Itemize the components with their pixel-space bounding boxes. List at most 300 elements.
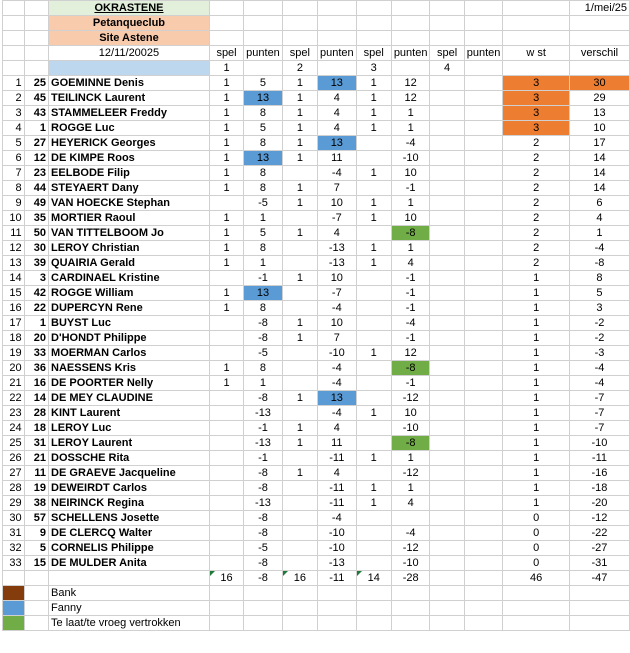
rank-cell[interactable]: 33 (3, 556, 25, 571)
game4-spel-cell[interactable] (430, 136, 464, 151)
game3-punten-cell[interactable]: -8 (391, 436, 430, 451)
verschil-cell[interactable]: 5 (569, 286, 629, 301)
game3-spel-cell[interactable] (356, 361, 391, 376)
rank-cell[interactable]: 6 (3, 151, 25, 166)
game3-spel-cell[interactable]: 1 (356, 211, 391, 226)
game4-spel-cell[interactable] (430, 316, 464, 331)
player-number-cell[interactable]: 43 (24, 106, 48, 121)
game2-spel-cell[interactable]: 1 (282, 391, 317, 406)
game2-punten-cell[interactable]: -10 (317, 526, 356, 541)
game4-spel-cell[interactable] (430, 541, 464, 556)
verschil-cell[interactable]: -22 (569, 526, 629, 541)
cell[interactable] (244, 16, 283, 31)
game4-punten-cell[interactable] (464, 331, 503, 346)
player-number-cell[interactable]: 1 (24, 316, 48, 331)
game3-punten-cell[interactable]: -1 (391, 286, 430, 301)
rank-cell[interactable]: 24 (3, 421, 25, 436)
game4-spel-cell[interactable] (430, 196, 464, 211)
verschil-cell[interactable]: -11 (569, 451, 629, 466)
wst-cell[interactable]: 1 (503, 421, 570, 436)
verschil-cell[interactable]: -4 (569, 241, 629, 256)
game1-punten-cell[interactable]: -8 (244, 466, 283, 481)
game4-spel-cell[interactable] (430, 466, 464, 481)
game1-spel-cell[interactable]: 1 (209, 301, 243, 316)
player-number-cell[interactable]: 57 (24, 511, 48, 526)
player-number-cell[interactable]: 14 (24, 391, 48, 406)
cell[interactable] (356, 616, 391, 631)
verschil-cell[interactable]: 1 (569, 226, 629, 241)
cell[interactable] (503, 1, 570, 16)
cell[interactable] (503, 586, 570, 601)
game2-punten-cell[interactable]: 4 (317, 466, 356, 481)
rank-cell[interactable]: 8 (3, 181, 25, 196)
cell[interactable] (282, 16, 317, 31)
game2-spel-cell[interactable]: 1 (282, 121, 317, 136)
player-number-cell[interactable]: 33 (24, 346, 48, 361)
game-number-2[interactable]: 2 (282, 61, 317, 76)
player-number-cell[interactable]: 36 (24, 361, 48, 376)
cell[interactable] (569, 16, 629, 31)
game1-punten-cell[interactable]: -8 (244, 391, 283, 406)
wst-cell[interactable]: 1 (503, 286, 570, 301)
game2-spel-cell[interactable] (282, 166, 317, 181)
game4-spel-cell[interactable] (430, 106, 464, 121)
wst-cell[interactable]: 2 (503, 241, 570, 256)
cell[interactable] (391, 586, 430, 601)
game3-punten-cell[interactable]: -12 (391, 466, 430, 481)
cell[interactable] (430, 571, 464, 586)
cell[interactable] (391, 61, 430, 76)
game2-punten-cell[interactable]: -11 (317, 451, 356, 466)
cell[interactable] (430, 601, 464, 616)
game1-punten-cell[interactable]: 8 (244, 136, 283, 151)
cell[interactable] (464, 16, 503, 31)
game3-punten-cell[interactable]: -8 (391, 361, 430, 376)
game3-spel-cell[interactable]: 1 (356, 121, 391, 136)
player-number-cell[interactable]: 28 (24, 406, 48, 421)
player-number-cell[interactable]: 1 (24, 121, 48, 136)
page-ref[interactable]: 1/mei/25 (569, 1, 629, 16)
game4-punten-cell[interactable] (464, 421, 503, 436)
game3-spel-cell[interactable]: 1 (356, 106, 391, 121)
game3-spel-cell[interactable] (356, 316, 391, 331)
game3-spel-cell[interactable]: 1 (356, 76, 391, 91)
game3-spel-cell[interactable]: 1 (356, 406, 391, 421)
cell[interactable] (24, 46, 48, 61)
game2-spel-cell[interactable] (282, 241, 317, 256)
wst-cell[interactable]: 1 (503, 496, 570, 511)
game3-punten-cell[interactable]: 12 (391, 76, 430, 91)
rank-cell[interactable]: 27 (3, 466, 25, 481)
game2-punten-cell[interactable]: -4 (317, 511, 356, 526)
col-header-spel-3[interactable]: spel (356, 46, 391, 61)
cell[interactable] (3, 571, 25, 586)
cell[interactable] (503, 31, 570, 46)
player-number-cell[interactable]: 18 (24, 421, 48, 436)
cell[interactable] (317, 601, 356, 616)
col-header-punten-1[interactable]: punten (244, 46, 283, 61)
game4-spel-cell[interactable] (430, 91, 464, 106)
cell[interactable] (3, 16, 25, 31)
verschil-cell[interactable]: 29 (569, 91, 629, 106)
game2-spel-cell[interactable] (282, 451, 317, 466)
verschil-cell[interactable]: 10 (569, 121, 629, 136)
game2-punten-cell[interactable]: 4 (317, 106, 356, 121)
game-number-1[interactable]: 1 (209, 61, 243, 76)
game3-punten-cell[interactable]: 1 (391, 121, 430, 136)
player-name-cell[interactable]: LEROY Laurent (49, 436, 210, 451)
rank-cell[interactable]: 16 (3, 301, 25, 316)
game2-spel-cell[interactable]: 1 (282, 136, 317, 151)
rank-cell[interactable]: 32 (3, 541, 25, 556)
game3-spel-cell[interactable] (356, 421, 391, 436)
game2-punten-cell[interactable]: 4 (317, 226, 356, 241)
rank-cell[interactable]: 15 (3, 286, 25, 301)
player-name-cell[interactable]: ROGGE Luc (49, 121, 210, 136)
cell[interactable] (24, 16, 48, 31)
game4-punten-cell[interactable] (464, 466, 503, 481)
player-number-cell[interactable]: 35 (24, 211, 48, 226)
game1-spel-cell[interactable]: 1 (209, 181, 243, 196)
game1-spel-cell[interactable]: 1 (209, 76, 243, 91)
rank-cell[interactable]: 9 (3, 196, 25, 211)
game4-punten-cell[interactable] (464, 196, 503, 211)
game3-spel-cell[interactable]: 1 (356, 451, 391, 466)
game3-spel-cell[interactable]: 1 (356, 481, 391, 496)
rank-cell[interactable]: 11 (3, 226, 25, 241)
cell[interactable] (282, 586, 317, 601)
cell[interactable] (391, 16, 430, 31)
game1-punten-cell[interactable]: 8 (244, 166, 283, 181)
game3-punten-cell[interactable]: -10 (391, 421, 430, 436)
player-number-cell[interactable]: 9 (24, 526, 48, 541)
game2-spel-cell[interactable]: 1 (282, 316, 317, 331)
game1-punten-cell[interactable]: 5 (244, 226, 283, 241)
legend-label[interactable]: Bank (49, 586, 210, 601)
game3-punten-cell[interactable]: 12 (391, 91, 430, 106)
player-number-cell[interactable]: 20 (24, 331, 48, 346)
game3-punten-cell[interactable]: 1 (391, 196, 430, 211)
cell[interactable] (244, 1, 283, 16)
game2-spel-cell[interactable] (282, 211, 317, 226)
cell[interactable] (430, 16, 464, 31)
game1-punten-cell[interactable]: -1 (244, 421, 283, 436)
cell[interactable] (503, 616, 570, 631)
verschil-cell[interactable]: 8 (569, 271, 629, 286)
game3-spel-cell[interactable] (356, 376, 391, 391)
rank-cell[interactable]: 21 (3, 376, 25, 391)
game4-punten-cell[interactable] (464, 226, 503, 241)
game2-spel-cell[interactable]: 1 (282, 421, 317, 436)
total-s2-cell[interactable]: 16 (282, 571, 317, 586)
cell[interactable] (24, 601, 48, 616)
col-header-spel-4[interactable]: spel (430, 46, 464, 61)
player-name-cell[interactable]: NEIRINCK Regina (49, 496, 210, 511)
game4-spel-cell[interactable] (430, 496, 464, 511)
game3-spel-cell[interactable] (356, 301, 391, 316)
game2-spel-cell[interactable] (282, 556, 317, 571)
verschil-cell[interactable]: -27 (569, 541, 629, 556)
player-name-cell[interactable]: VAN HOECKE Stephan (49, 196, 210, 211)
rank-cell[interactable]: 26 (3, 451, 25, 466)
player-number-cell[interactable]: 38 (24, 496, 48, 511)
player-number-cell[interactable]: 11 (24, 466, 48, 481)
game2-punten-cell[interactable]: 4 (317, 421, 356, 436)
col-header-verschil[interactable]: verschil (569, 46, 629, 61)
game3-spel-cell[interactable] (356, 331, 391, 346)
player-name-cell[interactable]: DUPERCYN Rene (49, 301, 210, 316)
game2-punten-cell[interactable]: 10 (317, 316, 356, 331)
game3-punten-cell[interactable]: 10 (391, 211, 430, 226)
player-number-cell[interactable]: 25 (24, 76, 48, 91)
game1-spel-cell[interactable] (209, 196, 243, 211)
cell[interactable] (209, 616, 243, 631)
col-header-punten-4[interactable]: punten (464, 46, 503, 61)
cell[interactable] (503, 16, 570, 31)
game4-punten-cell[interactable] (464, 511, 503, 526)
game2-punten-cell[interactable]: -10 (317, 541, 356, 556)
player-name-cell[interactable]: STEYAERT Dany (49, 181, 210, 196)
verschil-cell[interactable]: 14 (569, 166, 629, 181)
verschil-cell[interactable]: 17 (569, 136, 629, 151)
verschil-cell[interactable]: 30 (569, 76, 629, 91)
game3-punten-cell[interactable]: 12 (391, 346, 430, 361)
wst-cell[interactable]: 0 (503, 511, 570, 526)
game3-spel-cell[interactable] (356, 511, 391, 526)
cell[interactable] (391, 601, 430, 616)
cell[interactable] (244, 601, 283, 616)
player-name-cell[interactable]: DE GRAEVE Jacqueline (49, 466, 210, 481)
total-wst-cell[interactable]: 46 (503, 571, 570, 586)
game4-punten-cell[interactable] (464, 301, 503, 316)
site-name[interactable]: Site Astene (49, 31, 210, 46)
game4-spel-cell[interactable] (430, 556, 464, 571)
cell[interactable] (282, 1, 317, 16)
wst-cell[interactable]: 0 (503, 556, 570, 571)
cell[interactable] (317, 616, 356, 631)
game4-spel-cell[interactable] (430, 331, 464, 346)
cell[interactable] (209, 1, 243, 16)
verschil-cell[interactable]: -4 (569, 376, 629, 391)
game2-spel-cell[interactable] (282, 346, 317, 361)
player-name-cell[interactable]: GOEMINNE Denis (49, 76, 210, 91)
game4-punten-cell[interactable] (464, 376, 503, 391)
wst-cell[interactable]: 2 (503, 196, 570, 211)
game4-spel-cell[interactable] (430, 166, 464, 181)
verschil-cell[interactable]: 3 (569, 301, 629, 316)
cell[interactable] (24, 1, 48, 16)
rank-cell[interactable]: 19 (3, 346, 25, 361)
wst-cell[interactable]: 1 (503, 481, 570, 496)
game3-spel-cell[interactable] (356, 541, 391, 556)
game1-punten-cell[interactable]: -8 (244, 331, 283, 346)
cell[interactable] (391, 616, 430, 631)
cell[interactable] (24, 616, 48, 631)
player-name-cell[interactable]: QUAIRIA Gerald (49, 256, 210, 271)
game1-spel-cell[interactable] (209, 421, 243, 436)
game2-spel-cell[interactable] (282, 496, 317, 511)
game1-punten-cell[interactable]: -5 (244, 541, 283, 556)
verschil-cell[interactable]: -3 (569, 346, 629, 361)
game1-spel-cell[interactable] (209, 466, 243, 481)
game3-punten-cell[interactable]: -8 (391, 226, 430, 241)
game1-spel-cell[interactable] (209, 331, 243, 346)
game1-punten-cell[interactable]: -1 (244, 271, 283, 286)
game4-punten-cell[interactable] (464, 136, 503, 151)
wst-cell[interactable]: 3 (503, 91, 570, 106)
wst-cell[interactable]: 0 (503, 541, 570, 556)
player-number-cell[interactable]: 15 (24, 556, 48, 571)
total-p1-cell[interactable]: -8 (244, 571, 283, 586)
rank-cell[interactable]: 23 (3, 406, 25, 421)
game1-punten-cell[interactable]: 13 (244, 151, 283, 166)
rank-cell[interactable]: 20 (3, 361, 25, 376)
date-filler-cell[interactable] (49, 61, 210, 76)
game1-punten-cell[interactable]: 5 (244, 76, 283, 91)
game4-spel-cell[interactable] (430, 346, 464, 361)
game2-spel-cell[interactable] (282, 286, 317, 301)
game2-spel-cell[interactable]: 1 (282, 151, 317, 166)
game2-spel-cell[interactable] (282, 481, 317, 496)
cell[interactable] (24, 571, 48, 586)
game3-spel-cell[interactable] (356, 271, 391, 286)
game1-punten-cell[interactable]: -8 (244, 481, 283, 496)
legend-swatch-green[interactable] (3, 616, 25, 631)
game3-spel-cell[interactable] (356, 466, 391, 481)
game4-punten-cell[interactable] (464, 316, 503, 331)
game2-punten-cell[interactable]: -4 (317, 361, 356, 376)
game4-punten-cell[interactable] (464, 406, 503, 421)
player-name-cell[interactable]: KINT Laurent (49, 406, 210, 421)
game4-punten-cell[interactable] (464, 346, 503, 361)
wst-cell[interactable]: 2 (503, 256, 570, 271)
game3-punten-cell[interactable]: -1 (391, 301, 430, 316)
verschil-cell[interactable]: 13 (569, 106, 629, 121)
verschil-cell[interactable]: -7 (569, 391, 629, 406)
cell[interactable] (569, 601, 629, 616)
player-number-cell[interactable]: 21 (24, 451, 48, 466)
game2-spel-cell[interactable]: 1 (282, 106, 317, 121)
game4-punten-cell[interactable] (464, 451, 503, 466)
game1-spel-cell[interactable]: 1 (209, 121, 243, 136)
cell[interactable] (569, 616, 629, 631)
game4-punten-cell[interactable] (464, 271, 503, 286)
cell[interactable] (464, 1, 503, 16)
game1-spel-cell[interactable] (209, 526, 243, 541)
game2-spel-cell[interactable]: 1 (282, 91, 317, 106)
cell[interactable] (569, 586, 629, 601)
game3-punten-cell[interactable]: 1 (391, 451, 430, 466)
wst-cell[interactable]: 3 (503, 76, 570, 91)
wst-cell[interactable]: 2 (503, 181, 570, 196)
player-name-cell[interactable]: TEILINCK Laurent (49, 91, 210, 106)
game2-punten-cell[interactable]: -4 (317, 301, 356, 316)
game2-punten-cell[interactable]: 4 (317, 91, 356, 106)
game1-punten-cell[interactable]: -13 (244, 436, 283, 451)
game4-spel-cell[interactable] (430, 76, 464, 91)
game3-spel-cell[interactable]: 1 (356, 91, 391, 106)
cell[interactable] (209, 586, 243, 601)
wst-cell[interactable]: 1 (503, 271, 570, 286)
game3-spel-cell[interactable]: 1 (356, 256, 391, 271)
wst-cell[interactable]: 1 (503, 361, 570, 376)
cell[interactable] (244, 586, 283, 601)
player-number-cell[interactable]: 42 (24, 286, 48, 301)
cell[interactable] (24, 61, 48, 76)
rank-cell[interactable]: 31 (3, 526, 25, 541)
game3-punten-cell[interactable]: -12 (391, 541, 430, 556)
game4-punten-cell[interactable] (464, 286, 503, 301)
game1-punten-cell[interactable]: 1 (244, 256, 283, 271)
cell[interactable] (317, 586, 356, 601)
cell[interactable] (569, 61, 629, 76)
verschil-cell[interactable]: -10 (569, 436, 629, 451)
game2-spel-cell[interactable] (282, 256, 317, 271)
game3-punten-cell[interactable]: 10 (391, 406, 430, 421)
game3-punten-cell[interactable]: -4 (391, 316, 430, 331)
game4-spel-cell[interactable] (430, 526, 464, 541)
game4-punten-cell[interactable] (464, 256, 503, 271)
rank-cell[interactable]: 17 (3, 316, 25, 331)
verschil-cell[interactable]: -8 (569, 256, 629, 271)
rank-cell[interactable]: 7 (3, 166, 25, 181)
game2-punten-cell[interactable]: -13 (317, 556, 356, 571)
cell[interactable] (317, 61, 356, 76)
wst-cell[interactable]: 1 (503, 391, 570, 406)
game3-punten-cell[interactable]: 1 (391, 106, 430, 121)
game1-spel-cell[interactable] (209, 496, 243, 511)
player-number-cell[interactable]: 12 (24, 151, 48, 166)
game4-spel-cell[interactable] (430, 301, 464, 316)
verschil-cell[interactable]: -12 (569, 511, 629, 526)
game1-punten-cell[interactable]: 1 (244, 211, 283, 226)
game1-spel-cell[interactable]: 1 (209, 91, 243, 106)
game1-punten-cell[interactable]: 1 (244, 376, 283, 391)
game2-spel-cell[interactable]: 1 (282, 271, 317, 286)
game1-punten-cell[interactable]: -5 (244, 346, 283, 361)
cell[interactable] (317, 16, 356, 31)
cell[interactable] (356, 1, 391, 16)
wst-cell[interactable]: 1 (503, 436, 570, 451)
game2-punten-cell[interactable]: -11 (317, 481, 356, 496)
game4-punten-cell[interactable] (464, 91, 503, 106)
rank-cell[interactable]: 14 (3, 271, 25, 286)
game2-punten-cell[interactable]: 10 (317, 196, 356, 211)
cell[interactable] (430, 616, 464, 631)
game2-punten-cell[interactable]: 7 (317, 331, 356, 346)
game4-punten-cell[interactable] (464, 211, 503, 226)
wst-cell[interactable]: 3 (503, 121, 570, 136)
game4-spel-cell[interactable] (430, 361, 464, 376)
game3-spel-cell[interactable] (356, 226, 391, 241)
player-number-cell[interactable]: 45 (24, 91, 48, 106)
cell[interactable] (24, 586, 48, 601)
cell[interactable] (430, 31, 464, 46)
game3-spel-cell[interactable]: 1 (356, 166, 391, 181)
cell[interactable] (244, 31, 283, 46)
game3-punten-cell[interactable]: -1 (391, 376, 430, 391)
rank-cell[interactable]: 25 (3, 436, 25, 451)
game2-punten-cell[interactable]: -7 (317, 286, 356, 301)
cell[interactable] (430, 1, 464, 16)
game1-punten-cell[interactable]: -5 (244, 196, 283, 211)
player-name-cell[interactable]: DEWEIRDT Carlos (49, 481, 210, 496)
game-number-3[interactable]: 3 (356, 61, 391, 76)
verschil-cell[interactable]: 14 (569, 181, 629, 196)
legend-swatch-brown[interactable] (3, 586, 25, 601)
game1-spel-cell[interactable]: 1 (209, 106, 243, 121)
cell[interactable] (464, 31, 503, 46)
